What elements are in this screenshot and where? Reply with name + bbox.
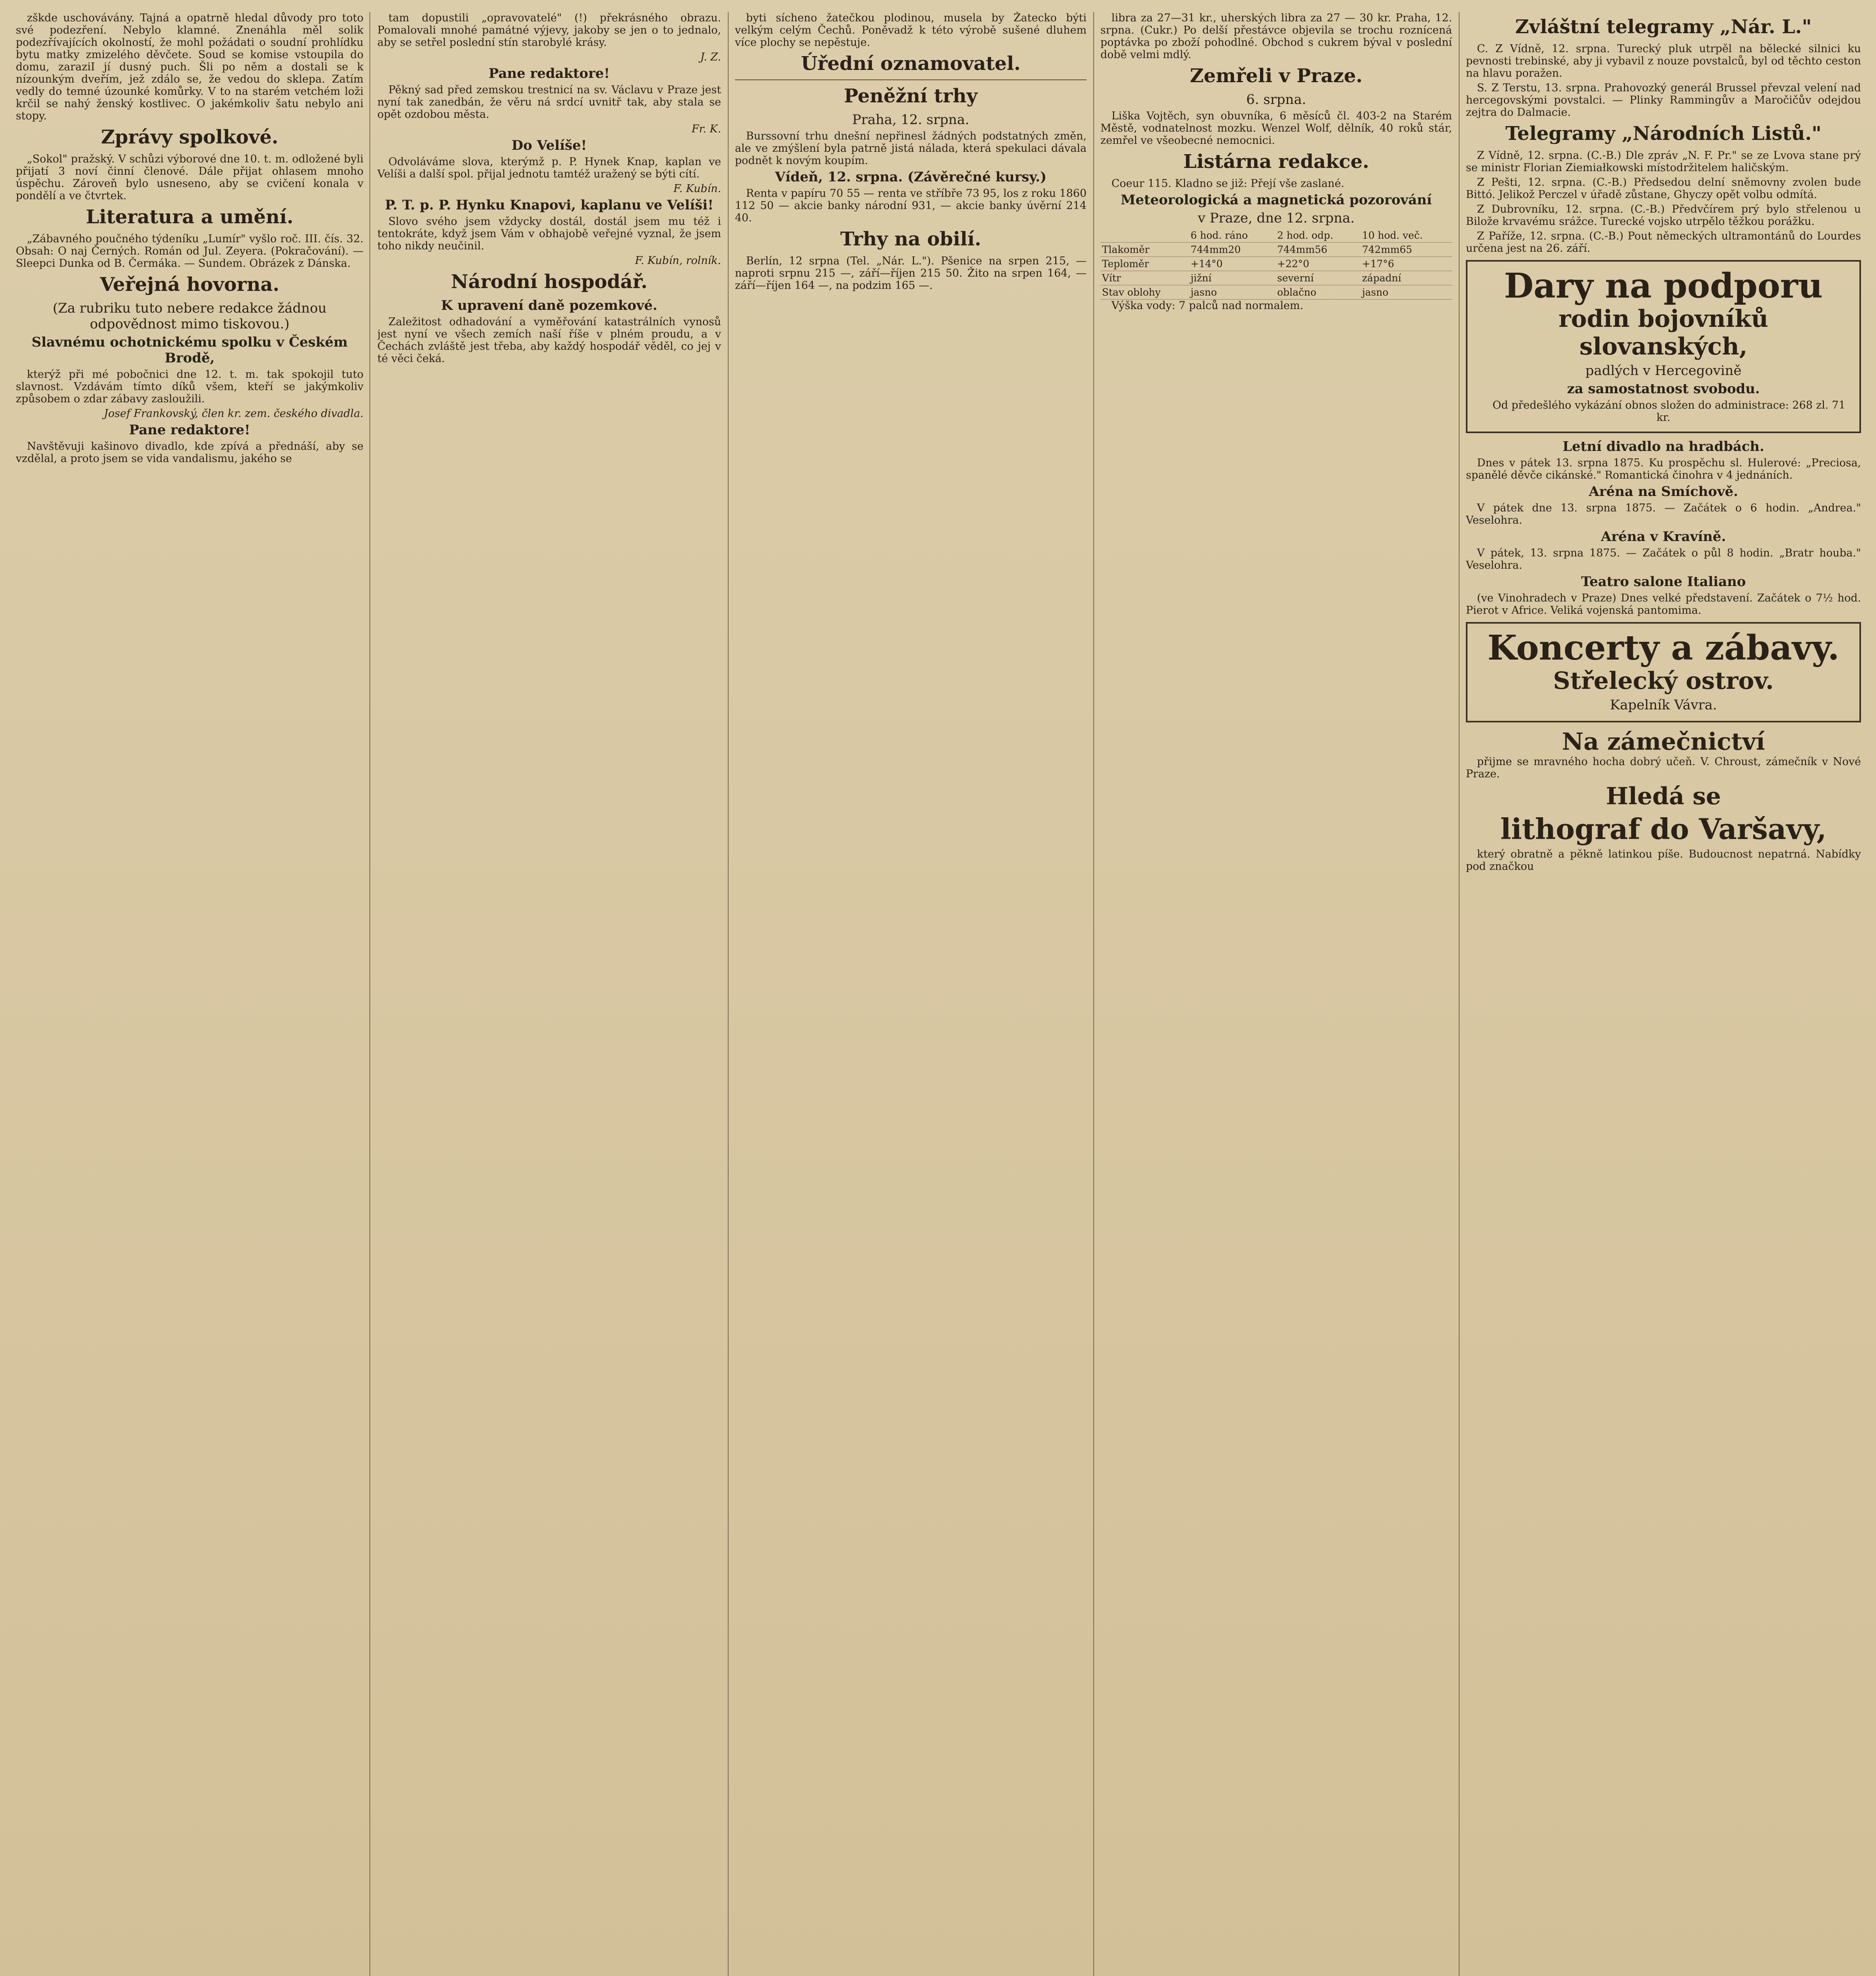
table-cell: oblačno xyxy=(1275,285,1360,300)
paragraph: S. Z Terstu, 13. srpna. Prahovozký generál Brussel převzal velení nad hercegovskými povstalci. — Plinky Rammingův a Maročičův odejdou zejtra do Dalmacie. xyxy=(1466,82,1861,119)
ad-heading: Hledá se xyxy=(1606,782,1721,810)
article-title: P. T. p. P. Hynku Knapovi, kaplanu ve Velíši! xyxy=(385,197,714,213)
section-heading: Trhy na obilí. xyxy=(840,228,981,250)
concerts-box xyxy=(1466,622,1861,722)
paragraph: (ve Vinohradech v Praze) Dnes velké představení. Začátek o 7½ hod. Pierot v Africe. Veliká vojenská pantomima. xyxy=(1466,592,1861,617)
paragraph: Z Dubrovníku, 12. srpna. (C.-B.) Předvčírem prý bylo střelenou u Bilože krvavému srážce. Turecké vojsko utrpělo těžkou porážku. xyxy=(1466,203,1861,228)
donations-subtitle: rodin bojovníků slovanských, xyxy=(1558,305,1769,360)
table-cell: jasno xyxy=(1360,285,1452,300)
paragraph: Coeur 115. Kladno se již: Přejí vše zaslané. xyxy=(1111,177,1345,190)
concerts-venue: Střelecký ostrov. xyxy=(1553,667,1774,695)
paragraph: Pěkný sad před zemskou trestnicí na sv. Václavu v Praze jest nyní tak zanedbán, že věru ná srdcí uvnitř tak, aby stala se opět ozdobou města. xyxy=(377,84,721,121)
table-cell: Stav oblohy xyxy=(1100,285,1189,300)
section-heading: Telegramy „Národních Listů." xyxy=(1505,123,1822,145)
article-title: Slavnému ochotnickému spolku v Českém Brodě, xyxy=(32,334,348,366)
table-cell: Tlakoměr xyxy=(1100,243,1189,257)
section-heading: Listárna redakce. xyxy=(1183,151,1369,173)
paragraph: Odvoláváme slova, kterýmž p. P. Hynek Knap, kaplan ve Velíši a další spol. přijal jednotu tamtéž uražený se býti cítí. xyxy=(377,156,721,180)
signature: J. Z. xyxy=(700,51,721,63)
donations-box xyxy=(1466,260,1861,433)
paragraph: Z Vídně, 12. srpna. (C.-B.) Dle zpráv „N. F. Pr." se ze Lvova stane prý se ministr Florian Ziemiałkowski místodržitelem haličským. xyxy=(1466,149,1861,174)
donations-title: Dary na podporu xyxy=(1504,266,1823,306)
paragraph: Z Paříže, 12. srpna. (C.-B.) Pout německých ultramontánů do Lourdes určena jest na 26. září. xyxy=(1466,230,1861,255)
paragraph: Navštěvuji kašinovo divadlo, kde zpívá a přednáší, aby se vzdělal, a proto jsem se vida vandalismu, jakého se xyxy=(16,440,364,465)
table-row xyxy=(1100,228,1452,243)
table-row xyxy=(1100,243,1452,257)
paragraph: „Sokol" pražský. V schůzi výborové dne 10. t. m. odložené byli přijatí 3 noví činní členové. Dále přijat ohlasem mnoho úspěchu. Zároveň bylo usneseno, aby se cvičení konala v pondělí a ve čtvrtek. xyxy=(16,153,364,202)
signature: F. Kubín. xyxy=(673,183,721,195)
paragraph: Z Pešti, 12. srpna. (C.-B.) Předsedou delní sněmovny zvolen bude Bittó. Jelikož Perczel v úřadě zůstane, Ghyczy opět volbu odmítá. xyxy=(1466,176,1861,201)
table-row xyxy=(1100,271,1452,285)
paragraph: Renta v papíru 70 55 — renta ve stříbře 73 95, los z roku 1860 112 50 — akcie banky národní 931, — akcie banky úvěrní 214 40. xyxy=(735,187,1087,224)
subheading: v Praze, dne 12. srpna. xyxy=(1198,210,1355,226)
table-cell: +22°0 xyxy=(1275,257,1360,271)
section-heading: Zemřeli v Praze. xyxy=(1190,65,1363,87)
table-cell: západní xyxy=(1360,271,1452,285)
section-heading: Peněžní trhy xyxy=(844,85,978,107)
article-title: Pane redaktore! xyxy=(129,422,251,438)
donations-line: padlých v Hercegovině xyxy=(1585,363,1742,379)
table-cell: 744mm56 xyxy=(1275,243,1360,257)
paragraph: kterýž při mé pobočnici dne 12. t. m. tak spokojil tuto slavnost. Vzdávám tímto díků všem, kteří se jakýmkoliv způsobem o zdar zábavy zasloužili. xyxy=(16,368,364,405)
paragraph: zškde uschovávány. Tajná a opatrně hledal důvody pro toto své podezření. Nebylo klamné. Znenáhla měl solik podezřívajících okolností, že mohl požádati o soudní prohlídku bytu matky zmizelého děvčete. Soud se komise vstoupila do domu, zaraziI jí dusný puch. Šli po něm a dostali se k nízounkým dveřím, jež zdálo se, že vedou do sklepa. Zatím vedly do temné úzounké komůrky. V to na starém vetchém loži krčil se nahý ženský kostlivec. O jakémkoliv šatu nebylo ani stopy. xyxy=(16,12,364,122)
table-cell: 6 hod. ráno xyxy=(1189,228,1275,243)
table-cell: 10 hod. več. xyxy=(1360,228,1452,243)
ad-title: lithograf do Varšavy, xyxy=(1500,812,1827,846)
weather-table xyxy=(1100,228,1452,300)
article-title: Meteorologická a magnetická pozorování xyxy=(1121,192,1432,208)
donations-line: za samostatnost svobodu. xyxy=(1567,381,1760,397)
table-row xyxy=(1100,285,1452,300)
subheading: 6. srpna. xyxy=(1246,92,1306,107)
subheading: (Za rubriku tuto nebere redakce žádnou odpovědnost mimo tiskovou.) xyxy=(53,300,327,332)
concerts-leader: Kapelník Vávra. xyxy=(1610,697,1717,713)
column-2 xyxy=(377,12,721,1976)
table-cell: 744mm20 xyxy=(1189,243,1275,257)
table-cell: 2 hod. odp. xyxy=(1275,228,1360,243)
paragraph: přijme se mravného hocha dobrý učeň. V. Chroust, zámečník v Nové Praze. xyxy=(1466,756,1861,780)
concerts-title: Koncerty a zábavy. xyxy=(1487,628,1840,668)
section-heading: Zprávy spolkové. xyxy=(101,126,279,148)
column-3 xyxy=(735,12,1087,1976)
column-4 xyxy=(1100,12,1452,1976)
table-cell: severní xyxy=(1275,271,1360,285)
table-row xyxy=(1100,257,1452,271)
paragraph: libra za 27—31 kr., uherských libra za 27 — 30 kr. Praha, 12. srpna. (Cukr.) Po delší přestávce objevila se trochu roznícená poptávka po zboží pohodlné. Obchod s cukrem býval v poslední době velmi mdlý. xyxy=(1100,12,1452,61)
paragraph: byti sícheno žatečkou plodinou, musela by Žatecko býti velkým celým Čechů. Poněvadž k této výrobě sušené dluhem více plochy se nepěstuje. xyxy=(735,12,1087,49)
table-cell: 742mm65 xyxy=(1360,243,1452,257)
column-5 xyxy=(1466,12,1861,1976)
signature: F. Kubín, rolník. xyxy=(635,255,721,267)
article-title: K upravení daně pozemkové. xyxy=(441,298,657,313)
paragraph: Liška Vojtěch, syn obuvníka, 6 měsíců čl. 403-2 na Starém Městě, vodnatelnost mozku. Wenzel Wolf, dělník, 40 roků stár, zemřel ve všeobecné nemocnici. xyxy=(1100,110,1452,147)
paragraph: „Zábavného poučného týdeníku „Lumír" vyšlo roč. III. čís. 32. Obsah: O naj Černých. Román od Jul. Zeyera. (Pokračování). — Sleepci Dunka od B. Čermáka. — Sundem. Obrázek z Dánska. xyxy=(16,233,364,270)
divider xyxy=(735,79,1087,80)
section-heading: Literatura a umění. xyxy=(86,206,294,228)
column-divider xyxy=(369,12,370,1976)
paragraph: V pátek dne 13. srpna 1875. — Začátek o 6 hodin. „Andrea." Veselohra. xyxy=(1466,502,1861,526)
theatre-heading: Aréna na Smíchově. xyxy=(1589,484,1738,500)
table-cell: +14°0 xyxy=(1189,257,1275,271)
section-heading: Veřejná hovorna. xyxy=(100,273,280,296)
paragraph: tam dopustili „opravovatelé" (!) překrásného obrazu. Pomalovali mnohé památné výjevy, jakoby se jen o to jednalo, aby se setřel poslední stín starobylé krásy. xyxy=(377,12,721,49)
paragraph: Slovo svého jsem vždycky dostál, dostál jsem mu též i tentokráte, když jsem Vám v obhajobě veřejné vyznal, že jsem toho nikdy neučinil. xyxy=(377,215,721,252)
paragraph: Burssovní trhu dnešní nepřinesl žádných podstatných změn, ale ve zmýšlení byla patrně jistá nálada, která spekulaci dávala podnět k novým koupím. xyxy=(735,130,1087,167)
section-heading: Národní hospodář. xyxy=(451,271,648,293)
paragraph: Berlín, 12 srpna (Tel. „Nár. L."). Pšenice na srpen 215, — naproti srpnu 215 —, září—říjen 215 50. Žito na srpen 164, — září—říjen 164 —, na podzim 165 —. xyxy=(735,255,1087,292)
table-cell: Vítr xyxy=(1100,271,1189,285)
table-cell: jasno xyxy=(1189,285,1275,300)
paragraph: Zaležitost odhadování a vyměřování katastrálních vynosů jest nyní ve všech zemích naší říše v plném proudu, a v Čechách zvláště jest třeba, aby každý hospodář věděl, co jej v té věci čeká. xyxy=(377,316,721,365)
paragraph: Od předešlého vykázání obnos složen do administrace: 268 zl. 71 kr. xyxy=(1492,399,1846,424)
ad-heading: Na zámečnictví xyxy=(1561,728,1765,756)
table-cell: Teploměr xyxy=(1100,257,1189,271)
paragraph: C. Z Vídně, 12. srpna. Turecký pluk utrpěl na bělecké silnici ku pevnosti trebinské, aby ji vybavil z nouze povstalců, byl od těchto ceston na hlavu poražen. xyxy=(1466,43,1861,79)
article-title: Do Velíše! xyxy=(511,138,587,153)
paragraph: Dnes v pátek 13. srpna 1875. Ku prospěchu sl. Hulerové: „Preciosa, spanělé děvče cikánské." Romantická činohra v 4 jednáních. xyxy=(1466,457,1861,481)
table-cell: jižní xyxy=(1189,271,1275,285)
table-cell xyxy=(1100,228,1189,243)
article-title: Pane redaktore! xyxy=(488,66,610,81)
section-heading: Zvláštní telegramy „Nár. L." xyxy=(1515,16,1812,38)
theatre-heading: Aréna v Kravíně. xyxy=(1601,529,1726,545)
column-divider xyxy=(1093,12,1094,1976)
column-divider xyxy=(1459,12,1460,1976)
paragraph: který obratně a pěkně latinkou píše. Budoucnost nepatrná. Nabídky pod značkou xyxy=(1466,848,1861,873)
subheading: Praha, 12. srpna. xyxy=(852,112,970,128)
section-heading: Úřední oznamovatel. xyxy=(801,53,1021,75)
table-cell: +17°6 xyxy=(1360,257,1452,271)
paragraph: V pátek, 13. srpna 1875. — Začátek o půl 8 hodin. „Bratr houba." Veselohra. xyxy=(1466,547,1861,571)
theatre-heading: Teatro salone Italiano xyxy=(1581,574,1746,590)
theatre-heading: Letní divadlo na hradbách. xyxy=(1562,439,1765,454)
article-title: Vídeň, 12. srpna. (Závěrečné kursy.) xyxy=(775,169,1047,185)
paragraph: Výška vody: 7 palců nad normalem. xyxy=(1111,300,1303,312)
signature: Fr. K. xyxy=(691,123,721,135)
column-1 xyxy=(16,12,364,1976)
signature: Josef Frankovský, člen kr. zem. českého divadla. xyxy=(104,407,364,420)
column-divider xyxy=(728,12,729,1976)
